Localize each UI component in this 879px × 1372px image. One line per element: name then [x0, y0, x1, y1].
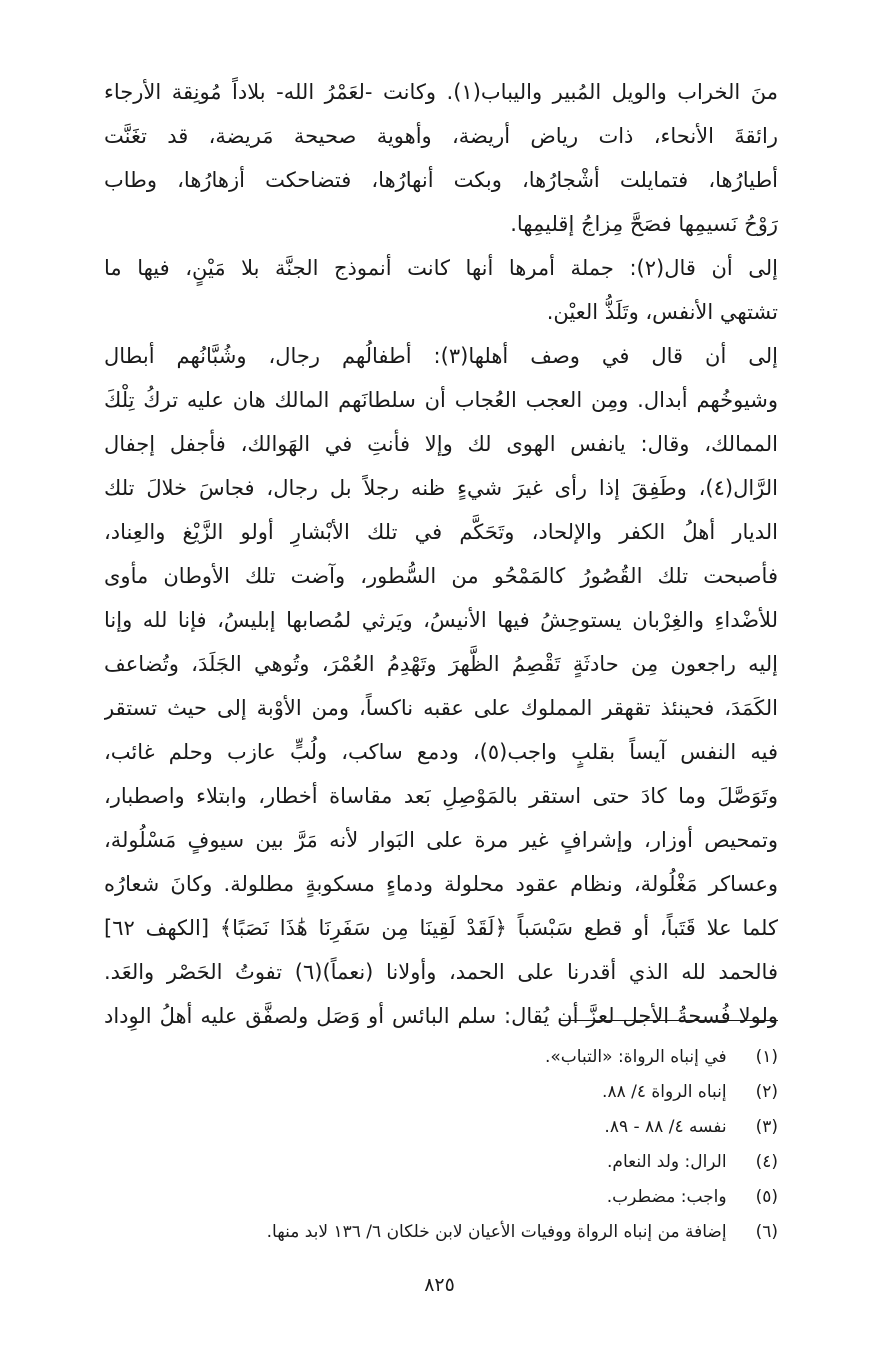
text-line: للأضْداءِ والغِرْبان يستوحِشُ فيها الأنيسُ، ويَرثي لمُصابها إبليسُ، فإنا لله وإنا: [104, 608, 778, 632]
footnote-number: (١): [755, 1047, 778, 1067]
footnote-text: في إنباه الرواة: «التباب».: [545, 1047, 727, 1067]
text-line: الممالك، وقال: يانفس الهوى لك وإلا فأنتِ في الهَوالك، فأجفل إجفال: [104, 432, 778, 456]
footnote-item: [104, 1145, 778, 1180]
footnote-number: (٢): [755, 1082, 778, 1102]
text-line: الرَّال(٤)، وطَفِقَ إذا رأى غيرَ شيءٍ ظنه رجلاً بل رجال، فجاسَ خلالَ تلك: [104, 476, 778, 500]
text-line: رَوْحُ نَسيمِها فصَحَّ مِزاجُ إقليمِها.: [510, 212, 778, 236]
footnote-number: (٣): [755, 1117, 778, 1137]
footnote-item: [104, 1110, 778, 1145]
footnote-number: (٤): [755, 1152, 778, 1172]
text-line: تشتهي الأنفس، وتَلَذُّ العيْن.: [546, 300, 778, 324]
text-line: فالحمد لله الذي أقدرنا على الحمد، وأولانا (نعماً)(٦) تفوتُ الحَصْر والعَد.: [104, 960, 778, 984]
footnote-text: إنباه الرواة ٤/ ٨٨.: [602, 1082, 727, 1102]
footnote-item: [104, 1075, 778, 1110]
main-text-block: [104, 70, 778, 1038]
text-line: ولولا فُسحةُ الأجل لعزَّ أن يُقال: سلم البائس أو وَصَل ولصفَّق عليه أهلُ الوِداد: [104, 1004, 778, 1028]
text-line: منَ الخراب والويل المُبير واليباب(١). وكانت -لعَمْرُ الله- بلاداً مُونِقة الأرجاء: [104, 80, 778, 104]
text-line: رائقةَ الأنحاء، ذات رياض أريضة، وأهوية صحيحة مَريضة، قد تغَنَّت: [104, 124, 778, 148]
footnote-item: [104, 1040, 778, 1075]
text-line: إليه راجعون مِن حادثَةٍ تَقْصِمُ الظَّهرَ وتَهْدِمُ العُمْرَ، وتُوهي الجَلَدَ، وتُضاعف: [104, 652, 778, 676]
footnote-item: [104, 1180, 778, 1215]
text-line: إلى أن قال في وصف أهلها(٣): أطفالُهم رجال، وشُبَّانُهم أبطال: [104, 344, 778, 368]
text-line: فيه النفس آيساً بقلبٍ واجب(٥)، ودمع ساكب، ولُبٍّ عازب وحلم غائب،: [104, 740, 778, 764]
text-line: إلى أن قال(٢): جملة أمرها أنها كانت أنموذج الجنَّة بلا مَيْنٍ، فيها ما: [104, 256, 778, 280]
page-number: ٨٢٥: [424, 1274, 455, 1296]
footnote-separator: [560, 1020, 778, 1021]
footnote-text: نفسه ٤/ ٨٨ - ٨٩.: [604, 1117, 727, 1137]
text-line: أطيارُها، فتمايلت أشْجارُها، وبكت أنهارُها، فتضاحكت أزهارُها، وطاب: [104, 168, 778, 192]
footnote-text: إضافة من إنباه الرواة ووفيات الأعيان لابن خلكان ٦/ ١٣٦ لابد منها.: [266, 1222, 727, 1242]
footnotes-block: [104, 1040, 778, 1250]
text-line: فأصبحت تلك القُصُورُ كالمَمْحُو من السُّطور، وآضت تلك الأوطان مأوى: [104, 564, 778, 588]
text-line: وتمحيص أوزار، وإشرافٍ غير مرة على البَوار لأنه مَرَّ بين سيوفٍ مَسْلُولة،: [104, 828, 778, 852]
text-line: وشيوخُهم أبدال. ومِن العجب العُجاب أن سلطانَهم المالك هان عليه تركُ تِلْكَ: [104, 388, 778, 412]
text-line: الكَمَدَ، فحينئذ تقهقر المملوك على عقبه ناكساً، ومن الأوْبة إلى حيث تستقر: [104, 696, 778, 720]
footnote-item: [104, 1215, 778, 1250]
text-line: وعساكر مَغْلُولة، ونظام عقود محلولة ودماءٍ مسكوبةٍ مطلولة. وكانَ شعارُه: [104, 872, 778, 896]
footnote-text: واجب: مضطرب.: [606, 1187, 727, 1207]
text-line: الديار أهلُ الكفر والإلحاد، وتَحَكَّم في تلك الأبْشارِ أولو الزَّيْغ والعِناد،: [104, 520, 778, 544]
footnote-number: (٦): [755, 1222, 778, 1242]
text-line: كلما علا قَتَباً، أو قطع سَبْسَباً ﴿لَقَدْ لَقِينَا مِن سَفَرِنَا هَٰذَا نَصَبًا﴾ [الكهف ٦٢]: [104, 916, 778, 940]
text-line: وتَوَصَّلَ وما كادَ حتى استقر بالمَوْصِلِ بَعد مقاساة أخطار، وابتلاء واصطبار،: [104, 784, 778, 808]
footnote-number: (٥): [755, 1187, 778, 1207]
footnote-text: الرال: ولد النعام.: [607, 1152, 727, 1172]
